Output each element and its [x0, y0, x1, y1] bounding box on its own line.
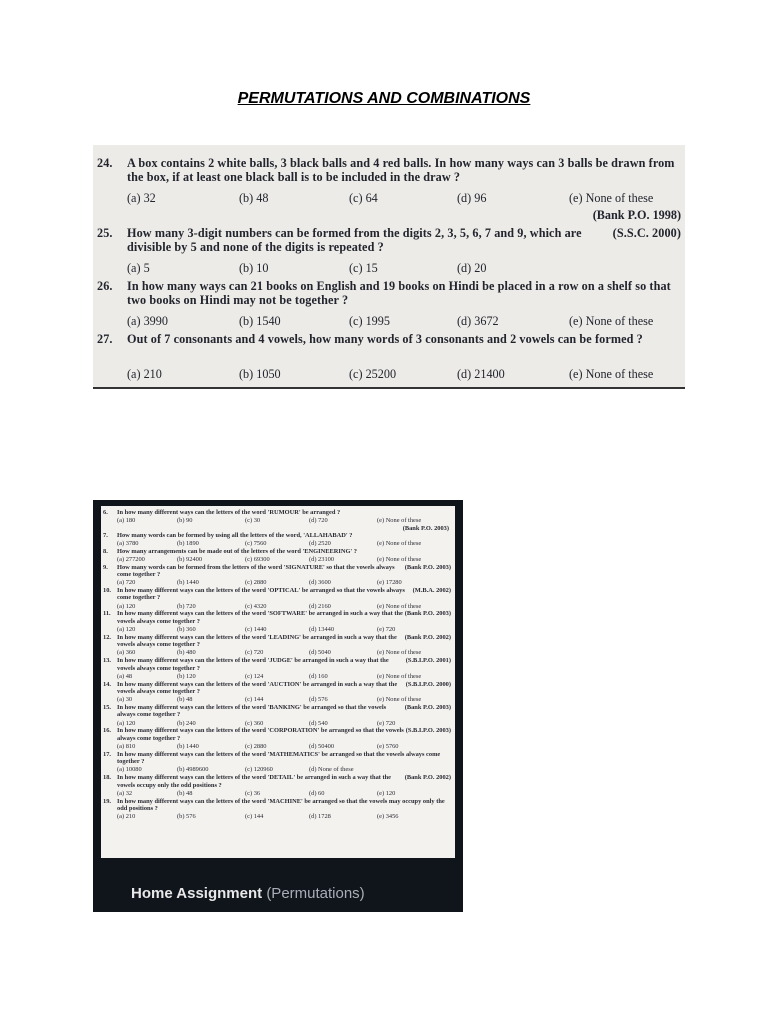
option-d: (d) 2160	[309, 602, 331, 610]
question-number: 10.	[103, 587, 111, 594]
option-b: (b) 1440	[177, 743, 199, 750]
question-source: (Bank P.O. 2003)	[404, 704, 451, 711]
option-e: (e) None of these	[377, 540, 422, 548]
option-c: (c) 2880	[245, 579, 267, 587]
options-row	[117, 649, 451, 657]
question-17	[103, 751, 451, 766]
option-a: (a) 5	[127, 261, 150, 275]
option-d: (d) 23100	[309, 555, 335, 563]
question-source: (M.B.A. 2002)	[412, 587, 451, 594]
question-source: (Bank P.O. 2003)	[404, 563, 451, 571]
question-number: 18.	[103, 774, 111, 782]
question-13	[103, 657, 451, 672]
option-a: (a) 32	[117, 789, 133, 797]
option-d: (d) None of these	[309, 766, 354, 774]
scanned-page	[101, 506, 455, 858]
question-18	[103, 774, 451, 789]
question-14	[103, 681, 451, 696]
option-d: (d) 60	[309, 789, 325, 797]
question-16	[103, 727, 451, 742]
option-a: (a) 120	[117, 719, 136, 727]
option-b: (b) 48	[177, 789, 193, 797]
image-caption	[131, 885, 365, 902]
option-e: (e) None of these	[377, 672, 422, 680]
question-source: (Bank P.O. 2002)	[404, 633, 451, 641]
scanned-questions-image-1	[93, 145, 685, 389]
options-row	[117, 720, 451, 728]
options-row	[117, 579, 451, 587]
option-c: (c) 2880	[245, 743, 267, 750]
question-number: 13.	[103, 657, 111, 665]
question-text: In how many different ways can the letters of the word 'LEADING' be arranged in such a way that the vowels always come together ?	[117, 633, 397, 649]
option-c: (c) 124	[245, 672, 264, 680]
option-a: (a) 3990	[127, 314, 168, 328]
option-c: (c) 360	[245, 719, 264, 727]
option-d: (d) 576	[309, 696, 328, 704]
question-text: How many arrangements can be made out of the letters of the word 'ENGINEERING' ?	[117, 548, 357, 555]
option-d: (d) 3672	[457, 314, 499, 328]
question-number: 11.	[103, 610, 111, 618]
option-c: (c) 15	[349, 261, 378, 275]
option-c: (c) 36	[245, 789, 261, 797]
question-text: In how many different ways can the letters of the word 'MATHEMATICS' be arranged so that the vowels always come together ?	[117, 750, 441, 766]
option-c: (c) 720	[245, 649, 264, 657]
question-15	[103, 704, 451, 719]
option-a: (a) 720	[117, 579, 136, 587]
option-c: (c) 1440	[245, 626, 267, 633]
caption-bold: Home Assignment	[131, 885, 263, 902]
options-row	[117, 673, 451, 681]
option-d: (d) 20	[457, 261, 487, 275]
question-source: (Bank P.O. 2003)	[402, 524, 449, 532]
question-source: (Bank P.O. 2002)	[404, 774, 451, 782]
option-e: (e) None of these	[377, 649, 422, 657]
option-c: (c) 120960	[245, 766, 273, 774]
question-number: 27.	[97, 332, 113, 346]
option-d: (d) 50400	[309, 743, 335, 750]
option-e: (e) None of these	[569, 191, 654, 205]
question-10	[103, 587, 451, 602]
question-text: In how many different ways can the letters of the word 'BANKING' be arranged so that the vowels always come together ?	[117, 704, 387, 719]
question-number: 24.	[97, 156, 113, 170]
options-row	[127, 367, 681, 381]
question-number: 16.	[103, 727, 111, 735]
option-a: (a) 30	[117, 696, 133, 704]
option-b: (b) 10	[239, 261, 269, 275]
option-b: (b) 240	[177, 719, 196, 727]
option-d: (d) 5040	[309, 649, 331, 657]
question-7	[103, 532, 451, 539]
question-text: In how many different ways can the letters of the word 'DETAIL' be arranged in such a way that the vowels occupy only the odd positions ?	[117, 774, 392, 789]
option-b: (b) 120	[177, 672, 196, 680]
option-a: (a) 32	[127, 191, 156, 205]
question-27	[97, 333, 681, 347]
question-8	[103, 548, 451, 555]
question-11	[103, 610, 451, 625]
question-number: 25.	[97, 226, 113, 240]
question-text: In how many different ways can the letters of the word 'MACHINE' be arranged so that the vowels may occupy only the odd positions ?	[117, 797, 445, 812]
options-row	[117, 556, 451, 564]
question-number: 19.	[103, 797, 111, 805]
option-d: (d) 21400	[457, 367, 505, 381]
question-text: In how many different ways can the letters of the word 'JUDGE' be arranged in such a way that the vowels always come together ?	[117, 657, 389, 672]
options-row	[117, 517, 451, 525]
option-a: (a) 210	[127, 367, 162, 381]
question-number: 8.	[103, 548, 108, 555]
question-24	[97, 157, 681, 184]
option-e: (e) 3456	[377, 813, 399, 821]
option-a: (a) 360	[117, 649, 136, 657]
option-c: (c) 69300	[245, 555, 270, 563]
question-number: 6.	[103, 509, 108, 516]
option-a: (a) 277200	[117, 555, 145, 563]
question-text: Out of 7 consonants and 4 vowels, how many words of 3 consonants and 2 vowels can be formed ?	[127, 332, 643, 346]
option-e: (e) 120	[377, 789, 396, 797]
option-e: (e) 17280	[377, 579, 402, 587]
question-source: (Bank P.O. 1998)	[592, 208, 681, 222]
option-d: (d) 13440	[309, 626, 335, 633]
option-a: (a) 48	[117, 672, 133, 680]
question-number: 7.	[103, 532, 108, 540]
option-e: (e) None of these	[569, 367, 654, 381]
question-text: How many 3-digit numbers can be formed from the digits 2, 3, 5, 6, 7 and 9, which are divisible by 5 and none of the digits is repeated ?	[127, 226, 582, 254]
option-e: (e) 720	[377, 719, 396, 727]
question-number: 15.	[103, 704, 111, 711]
question-source: (S.S.C. 2000)	[612, 226, 681, 240]
option-a: (a) 180	[117, 516, 136, 524]
option-e: (e) 5760	[377, 743, 399, 750]
option-b: (b) 48	[177, 696, 193, 704]
question-number: 14.	[103, 680, 111, 688]
question-number: 17.	[103, 750, 111, 758]
options-row	[117, 603, 451, 611]
option-c: (c) 1995	[349, 314, 390, 328]
question-number: 26.	[97, 279, 113, 293]
option-c: (c) 4320	[245, 602, 267, 610]
option-e: (e) None of these	[377, 555, 422, 563]
option-b: (b) 1050	[239, 367, 281, 381]
caption-light: (Permutations)	[266, 885, 365, 902]
question-text: In how many different ways can the letters of the word 'OPTICAL' be arranged so that the vowels always come together ?	[117, 587, 405, 602]
question-number: 12.	[103, 633, 111, 641]
option-d: (d) 3600	[309, 579, 331, 587]
option-a: (a) 210	[117, 813, 136, 821]
question-26	[97, 280, 681, 307]
option-e: (e) None of these	[569, 314, 654, 328]
options-row	[117, 790, 451, 798]
question-source: (S.B.I.P.O. 2003)	[405, 727, 451, 735]
scanned-home-assignment-image	[93, 500, 463, 912]
option-b: (b) 576	[177, 813, 196, 821]
option-b: (b) 360	[177, 626, 196, 633]
option-c: (c) 25200	[349, 367, 397, 381]
option-b: (b) 480	[177, 649, 196, 657]
option-b: (b) 1440	[177, 579, 199, 587]
question-text: A box contains 2 white balls, 3 black balls and 4 red balls. In how many ways can 3 balls be drawn from the box, if at least one black ball is to be included in the draw ?	[127, 156, 675, 184]
option-c: (c) 144	[245, 696, 264, 704]
option-e: (e) 720	[377, 626, 396, 633]
options-row	[127, 191, 681, 205]
option-b: (b) 4989600	[177, 766, 209, 774]
option-e: (e) None of these	[377, 602, 422, 610]
option-d: (d) 720	[309, 516, 328, 524]
option-a: (a) 3780	[117, 540, 139, 548]
question-text: How many words can be formed from the letters of the word 'SIGNATURE' so that the vowels always come together ?	[117, 563, 395, 578]
option-a: (a) 10080	[117, 766, 142, 774]
option-a: (a) 120	[117, 602, 136, 610]
question-number: 9.	[103, 563, 108, 571]
question-text: In how many different ways can the letters of the word 'AUCTION' be arranged in such a way that the vowels always come together ?	[117, 680, 398, 695]
option-c: (c) 7560	[245, 540, 267, 548]
option-c: (c) 144	[245, 813, 264, 821]
question-source: (S.B.I.P.O. 2001)	[405, 657, 451, 665]
option-d: (d) 1728	[309, 813, 331, 821]
option-b: (b) 1890	[177, 540, 199, 548]
options-row	[117, 813, 451, 821]
options-row	[117, 696, 451, 704]
option-b: (b) 720	[177, 602, 196, 610]
option-b: (b) 90	[177, 516, 193, 524]
option-e: (e) None of these	[377, 516, 422, 524]
question-19	[103, 798, 451, 813]
question-12	[103, 634, 451, 649]
options-row	[117, 540, 451, 548]
option-b: (b) 1540	[239, 314, 281, 328]
question-text: In how many different ways can the letters of the word 'CORPORATION' be arranged so that the vowels always come together ?	[117, 727, 404, 742]
question-text: In how many ways can 21 books on English and 19 books on Hindi be placed in a row on a shelf so that two books on Hindi may not be together ?	[127, 279, 671, 307]
question-25	[97, 227, 681, 254]
option-d: (d) 96	[457, 191, 487, 205]
options-row	[117, 743, 451, 751]
question-source: (Bank P.O. 2003)	[404, 610, 451, 618]
question-text: How many words can be formed by using all the letters of the word, 'ALLAHABAD' ?	[117, 532, 353, 540]
question-source: (S.B.I.P.O. 2000)	[405, 680, 451, 688]
options-row	[117, 626, 451, 634]
option-b: (b) 92400	[177, 555, 203, 563]
options-row	[127, 314, 681, 328]
question-9	[103, 564, 451, 579]
option-a: (a) 120	[117, 626, 136, 633]
option-d: (d) 160	[309, 672, 328, 680]
question-text: In how many different ways can the letters of the word 'SOFTWARE' be arranged in such a way that the vowels always come together ?	[117, 610, 403, 625]
option-d: (d) 540	[309, 719, 328, 727]
options-row	[127, 261, 681, 275]
option-b: (b) 48	[239, 191, 269, 205]
question-6	[103, 509, 451, 516]
option-a: (a) 810	[117, 743, 136, 750]
option-e: (e) None of these	[377, 696, 422, 704]
question-text: In how many different ways can the letters of the word 'RUMOUR' be arranged ?	[117, 509, 341, 516]
option-c: (c) 64	[349, 191, 378, 205]
options-row	[117, 766, 451, 774]
option-c: (c) 30	[245, 516, 261, 524]
option-d: (d) 2520	[309, 540, 331, 548]
page-title: PERMUTATIONS AND COMBINATIONS	[237, 90, 531, 107]
